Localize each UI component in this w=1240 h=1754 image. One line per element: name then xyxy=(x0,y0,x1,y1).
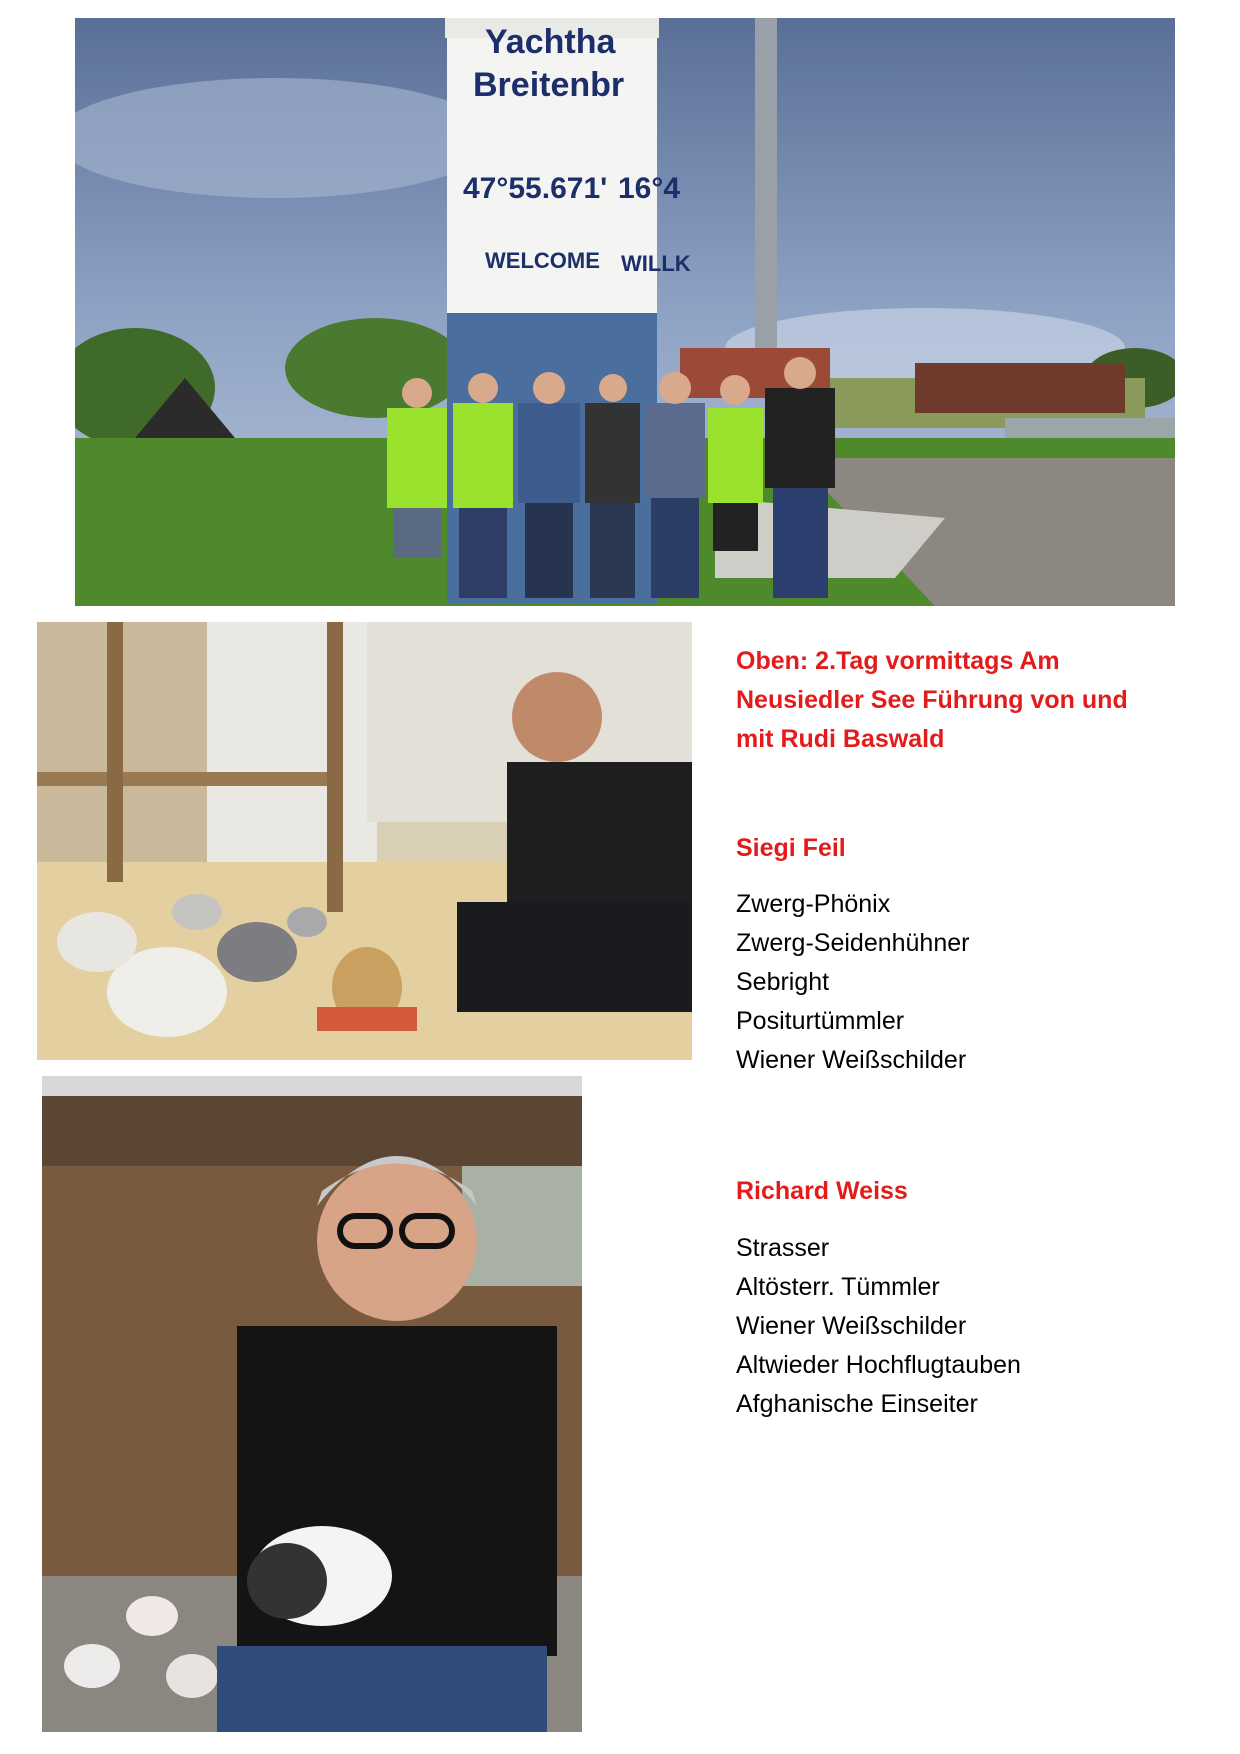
breeder-name-siegi: Siegi Feil xyxy=(736,834,846,862)
photo-richard-weiss-pigeon xyxy=(42,1076,582,1732)
breed-item: Zwerg-Phönix xyxy=(736,890,891,918)
caption-line: Oben: 2.Tag vormittags Am xyxy=(736,647,1060,675)
sign-text-2: Breitenbr xyxy=(473,66,625,104)
caption-line: mit Rudi Baswald xyxy=(736,725,945,753)
photo-caption xyxy=(736,642,1136,759)
breed-list-siegi xyxy=(736,885,969,1080)
sign-welcome: WELCOME xyxy=(485,248,600,273)
sign-coords-2: 16°4 xyxy=(618,172,681,205)
breed-item: Strasser xyxy=(736,1234,830,1262)
sign-text-1: Yachtha xyxy=(485,23,616,61)
sign-willk: WILLK xyxy=(621,251,691,276)
breed-list-richard xyxy=(736,1229,1021,1424)
breed-item: Wiener Weißschilder xyxy=(736,1312,967,1340)
breed-item: Zwerg-Seidenhühner xyxy=(736,929,970,957)
breed-item: Wiener Weißschilder xyxy=(736,1046,967,1074)
photo-siegi-feil-chicks xyxy=(37,622,692,1060)
breed-item: Sebright xyxy=(736,968,830,996)
sign-coords-1: 47°55.671' xyxy=(463,172,608,205)
breed-item: Altösterr. Tümmler xyxy=(736,1273,940,1301)
caption-line: Neusiedler See Führung von und xyxy=(736,686,1128,714)
breeder-name-richard: Richard Weiss xyxy=(736,1177,908,1205)
breed-item: Altwieder Hochflugtauben xyxy=(736,1351,1021,1379)
breed-item: Positurtümmler xyxy=(736,1007,905,1035)
breed-item: Afghanische Einseiter xyxy=(736,1390,978,1418)
group-photo-lighthouse xyxy=(75,18,1175,606)
